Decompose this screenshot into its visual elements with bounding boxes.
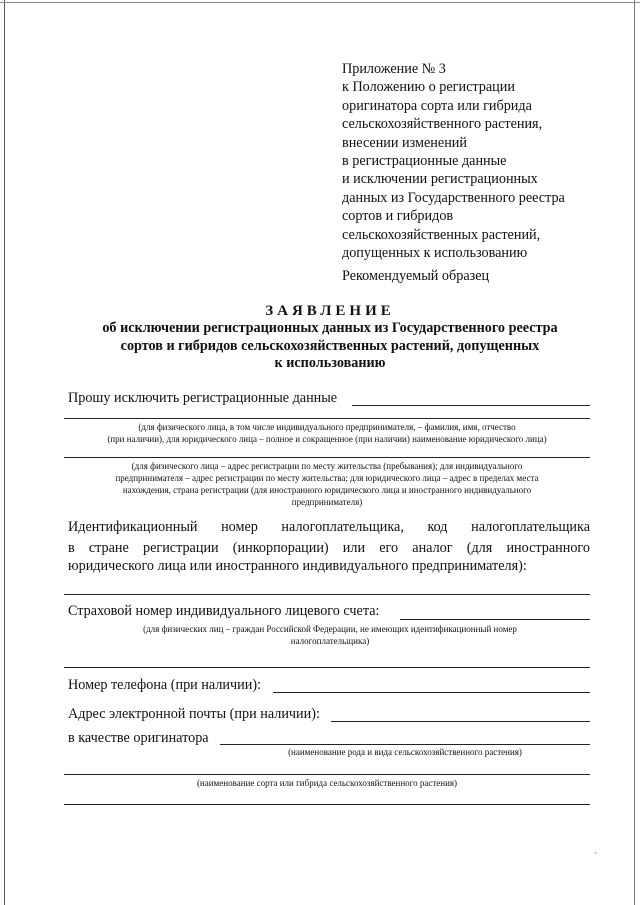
scan-border-right [634, 0, 635, 905]
inn-text-line: в стране регистрации (инкорпорации) или его аналог (для иностранного [68, 539, 590, 556]
appendix-line: сельскохозяйственных растений, [342, 226, 541, 243]
title-line: к использованию [274, 355, 386, 371]
request-fill-line[interactable] [352, 405, 590, 406]
appendix-line: внесении изменений [342, 134, 467, 151]
phone-fill-line[interactable] [273, 692, 590, 693]
email-label: Адрес электронной почты (при наличии): [68, 706, 320, 722]
appendix-line: в регистрационные данные [342, 153, 507, 170]
email-fill-line[interactable] [331, 721, 590, 722]
title-line: об исключении регистрационных данных из Государственного реестра [102, 320, 558, 336]
hint-snils: (для физических лиц – граждан Российской Федерации, не имеющих идентификационный номер налогоплательщика) [143, 624, 517, 646]
appendix-line: сельскохозяйственного растения, [342, 116, 543, 133]
inn-fill-line[interactable] [64, 594, 590, 595]
snils-label: Страховой номер индивидуального лицевого счета: [68, 603, 380, 619]
hint-name: (для физического лица, в том числе индивидуального предпринимателя, – фамилия, имя, отчество (при наличии), для юридического лица – полное и сокращенное (при наличии) наименование юридического лица) [107, 422, 547, 444]
appendix-line: данных из Государственного реестра [342, 189, 565, 206]
title-heading: ЗАЯВЛЕНИЕ [265, 303, 395, 319]
appendix-line: к Положению о регистрации [342, 79, 515, 96]
scan-mark: ` [594, 852, 598, 863]
hint-variety: (наименование сорта или гибрида сельскохозяйственного растения) [196, 778, 458, 788]
extra-fill-line[interactable] [64, 804, 590, 805]
phone-label: Номер телефона (при наличии): [68, 677, 261, 693]
appendix-block [342, 60, 622, 262]
inn-text-line: юридического лица или иностранного индивидуального предпринимателя): [68, 558, 527, 574]
address-fill-line[interactable] [64, 457, 590, 458]
snils-extra-fill-line[interactable] [64, 667, 590, 668]
appendix-line: и исключении регистрационных [342, 171, 538, 188]
recommended-sample-label: Рекомендуемый образец [342, 268, 490, 284]
appendix-line: сортов и гибридов [342, 208, 454, 225]
request-label: Прошу исключить регистрационные данные [68, 390, 338, 406]
appendix-line: оригинатора сорта или гибрида [342, 97, 532, 114]
variety-fill-line[interactable] [64, 774, 590, 775]
scan-border-left [4, 0, 5, 905]
scan-border-top [0, 2, 640, 3]
hint-address: (для физического лица – адрес регистрации по месту жительства (пребывания); для индивидуального предпринимателя – адрес регистрации по месту жительства; для юридического лица – адрес в пределах места нахождения, страна регистрации (для иностранного юридического лица и иностранного индивидуального предпринимателя) [115, 461, 539, 507]
document-title [60, 302, 600, 373]
originator-label: в качестве оригинатора [68, 730, 209, 746]
genus-fill-line[interactable] [220, 744, 590, 745]
inn-text-line: Идентификационный номер налогоплательщика, код налогоплательщика [68, 519, 590, 535]
hint-genus: (наименование рода и вида сельскохозяйственного растения) [288, 747, 522, 757]
name-fill-line[interactable] [64, 418, 590, 419]
snils-fill-line[interactable] [400, 619, 590, 620]
title-line: сортов и гибридов сельскохозяйственных растений, допущенных [120, 337, 540, 354]
appendix-line: Приложение № 3 [342, 61, 446, 77]
appendix-line: допущенных к использованию [342, 245, 528, 262]
